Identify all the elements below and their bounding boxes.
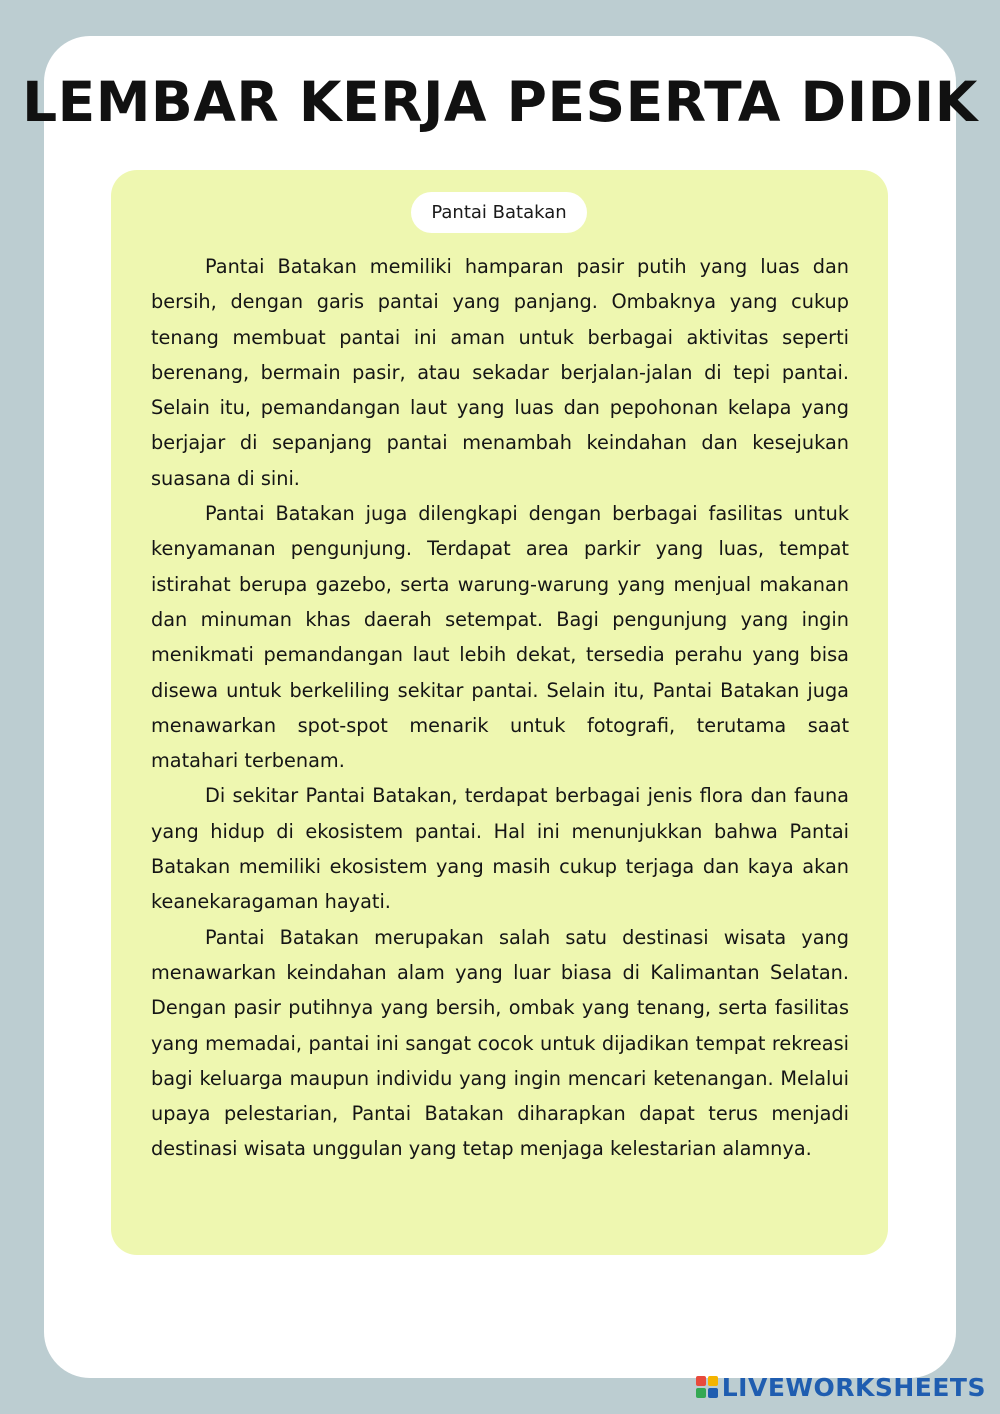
logo-block	[696, 1388, 706, 1398]
reading-text	[151, 249, 849, 1167]
liveworksheets-logo[interactable]	[696, 1370, 986, 1404]
logo-block	[696, 1376, 706, 1386]
paragraph: Pantai Batakan merupakan salah satu destinasi wisata yang menawarkan keindahan alam yang luar biasa di Kalimantan Selatan. Dengan pasir putihnya yang bersih, ombak yang tenang, serta fasilitas yang memadai, pantai ini sangat cocok untuk dijadikan tempat rekreasi bagi keluarga maupun individu yang ingin mencari ketenangan. Melalui upaya pelestarian, Pantai Batakan diharapkan dapat terus menjadi destinasi wisata unggulan yang tetap menjaga kelestarian alamnya.	[151, 925, 849, 1161]
paragraph: Di sekitar Pantai Batakan, terdapat berbagai jenis flora dan fauna yang hidup di ekosistem pantai. Hal ini menunjukkan bahwa Pantai Batakan memiliki ekosistem yang masih cukup terjaga dan kaya akan keanekaragaman hayati.	[151, 784, 849, 914]
logo-text: LIVEWORKSHEETS	[721, 1372, 986, 1402]
page-title: LEMBAR KERJA PESERTA DIDIK	[22, 70, 978, 134]
reading-subtitle: Pantai Batakan	[411, 192, 587, 233]
logo-blocks-icon	[696, 1376, 718, 1398]
logo-block	[708, 1376, 718, 1386]
paragraph: Pantai Batakan memiliki hamparan pasir putih yang luas dan bersih, dengan garis pantai yang panjang. Ombaknya yang cukup tenang membuat pantai ini aman untuk berbagai aktivitas seperti berenang, bermain pasir, atau sekadar berjalan-jalan di tepi pantai. Selain itu, pemandangan laut yang luas dan pepohonan kelapa yang berjajar di sepanjang pantai menambah keindahan dan kesejukan suasana di sini.	[151, 255, 849, 490]
paragraph: Pantai Batakan juga dilengkapi dengan berbagai fasilitas untuk kenyamanan pengunjung. Terdapat area parkir yang luas, tempat istirahat berupa gazebo, serta warung-warung yang menjual makanan dan minuman khas daerah setempat. Bagi pengunjung yang ingin menikmati pemandangan laut lebih dekat, tersedia perahu yang bisa disewa untuk berkeliling sekitar pantai. Selain itu, Pantai Batakan juga menawarkan spot-spot menarik untuk fotografi, terutama saat matahari terbenam.	[151, 502, 849, 773]
logo-block	[708, 1388, 718, 1398]
